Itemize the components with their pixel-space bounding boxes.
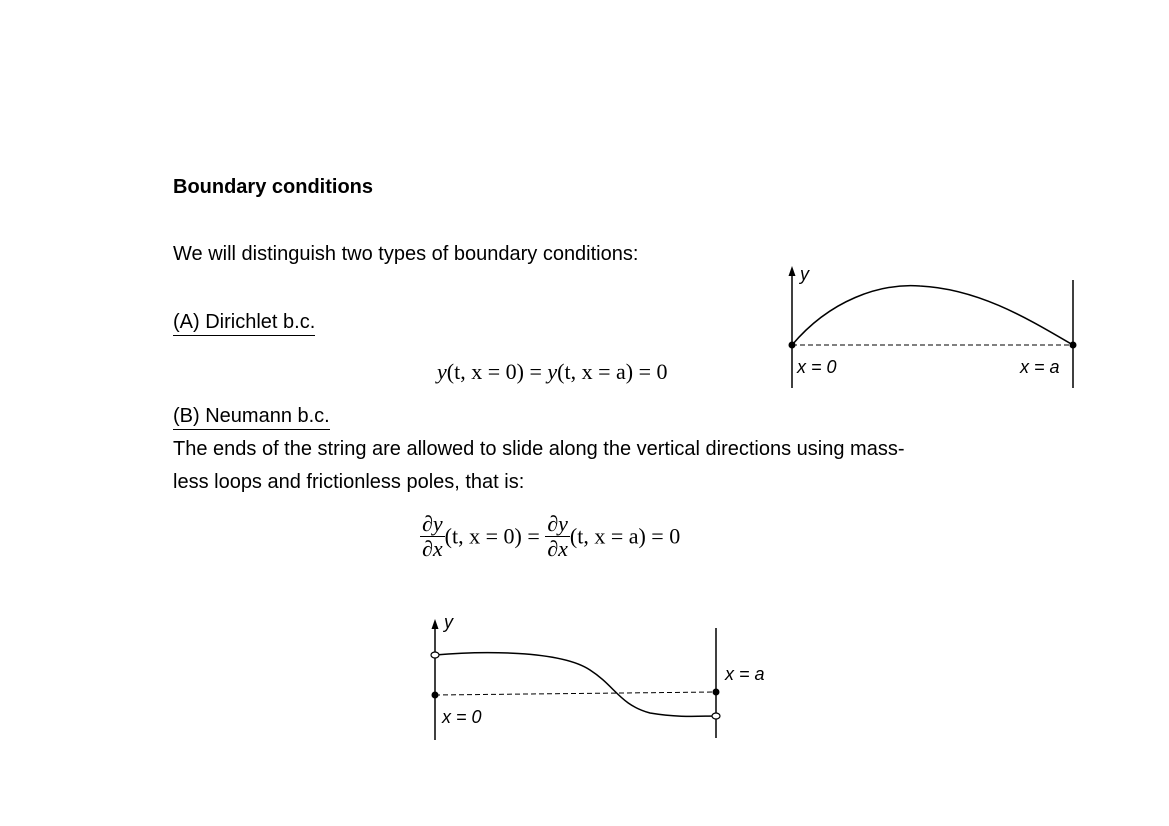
intro-text: We will distinguish two types of boundary conditions: xyxy=(173,243,639,265)
dirichlet-eq-args1: (t, x = 0) xyxy=(446,359,524,384)
neumann-desc-line2: less loops and frictionless poles, that is: xyxy=(173,471,525,493)
dirichlet-eq-eq1: = xyxy=(523,359,548,384)
neumann-y-arrow xyxy=(432,619,439,629)
dirichlet-eq-rhs: y xyxy=(547,359,558,384)
neumann-frac-1 xyxy=(420,512,445,561)
dirichlet-string-curve xyxy=(792,286,1073,345)
dirichlet-equation xyxy=(437,359,667,385)
dirichlet-eq-lhs: y xyxy=(437,359,447,384)
dirichlet-y-label: y xyxy=(800,264,809,284)
neumann-y-label: y xyxy=(444,612,453,632)
neumann-right-node xyxy=(713,689,720,696)
neumann-frac1-num: ∂y xyxy=(422,511,443,536)
dirichlet-label: (A) Dirichlet b.c. xyxy=(173,311,315,336)
neumann-left-label: x = 0 xyxy=(442,707,482,727)
neumann-right-loop xyxy=(712,713,720,719)
section-heading: Boundary conditions xyxy=(173,176,373,198)
dirichlet-left-node xyxy=(789,342,796,349)
neumann-eq-args1: (t, x = 0) = xyxy=(444,523,546,549)
dirichlet-right-node xyxy=(1070,342,1077,349)
neumann-frac1-den: ∂x xyxy=(422,536,443,561)
neumann-desc-line1: The ends of the string are allowed to slide along the vertical directions using mass- xyxy=(173,438,905,460)
dirichlet-right-label: x = a xyxy=(1020,357,1060,377)
neumann-frac2-den: ∂x xyxy=(547,536,568,561)
neumann-left-loop xyxy=(431,652,439,658)
dirichlet-left-label: x = 0 xyxy=(797,357,837,377)
neumann-right-label: x = a xyxy=(725,664,765,684)
neumann-label: (B) Neumann b.c. xyxy=(173,405,330,430)
neumann-frac-2 xyxy=(545,512,570,561)
dirichlet-eq-eq2: = 0 xyxy=(633,359,668,384)
neumann-frac2-num: ∂y xyxy=(547,511,568,536)
dirichlet-eq-args2: (t, x = a) xyxy=(557,359,634,384)
neumann-left-node xyxy=(432,692,439,699)
neumann-baseline xyxy=(435,692,716,695)
neumann-equation xyxy=(420,512,680,561)
dirichlet-y-arrow xyxy=(789,266,796,276)
neumann-eq-args2: (t, x = a) = 0 xyxy=(569,523,681,549)
